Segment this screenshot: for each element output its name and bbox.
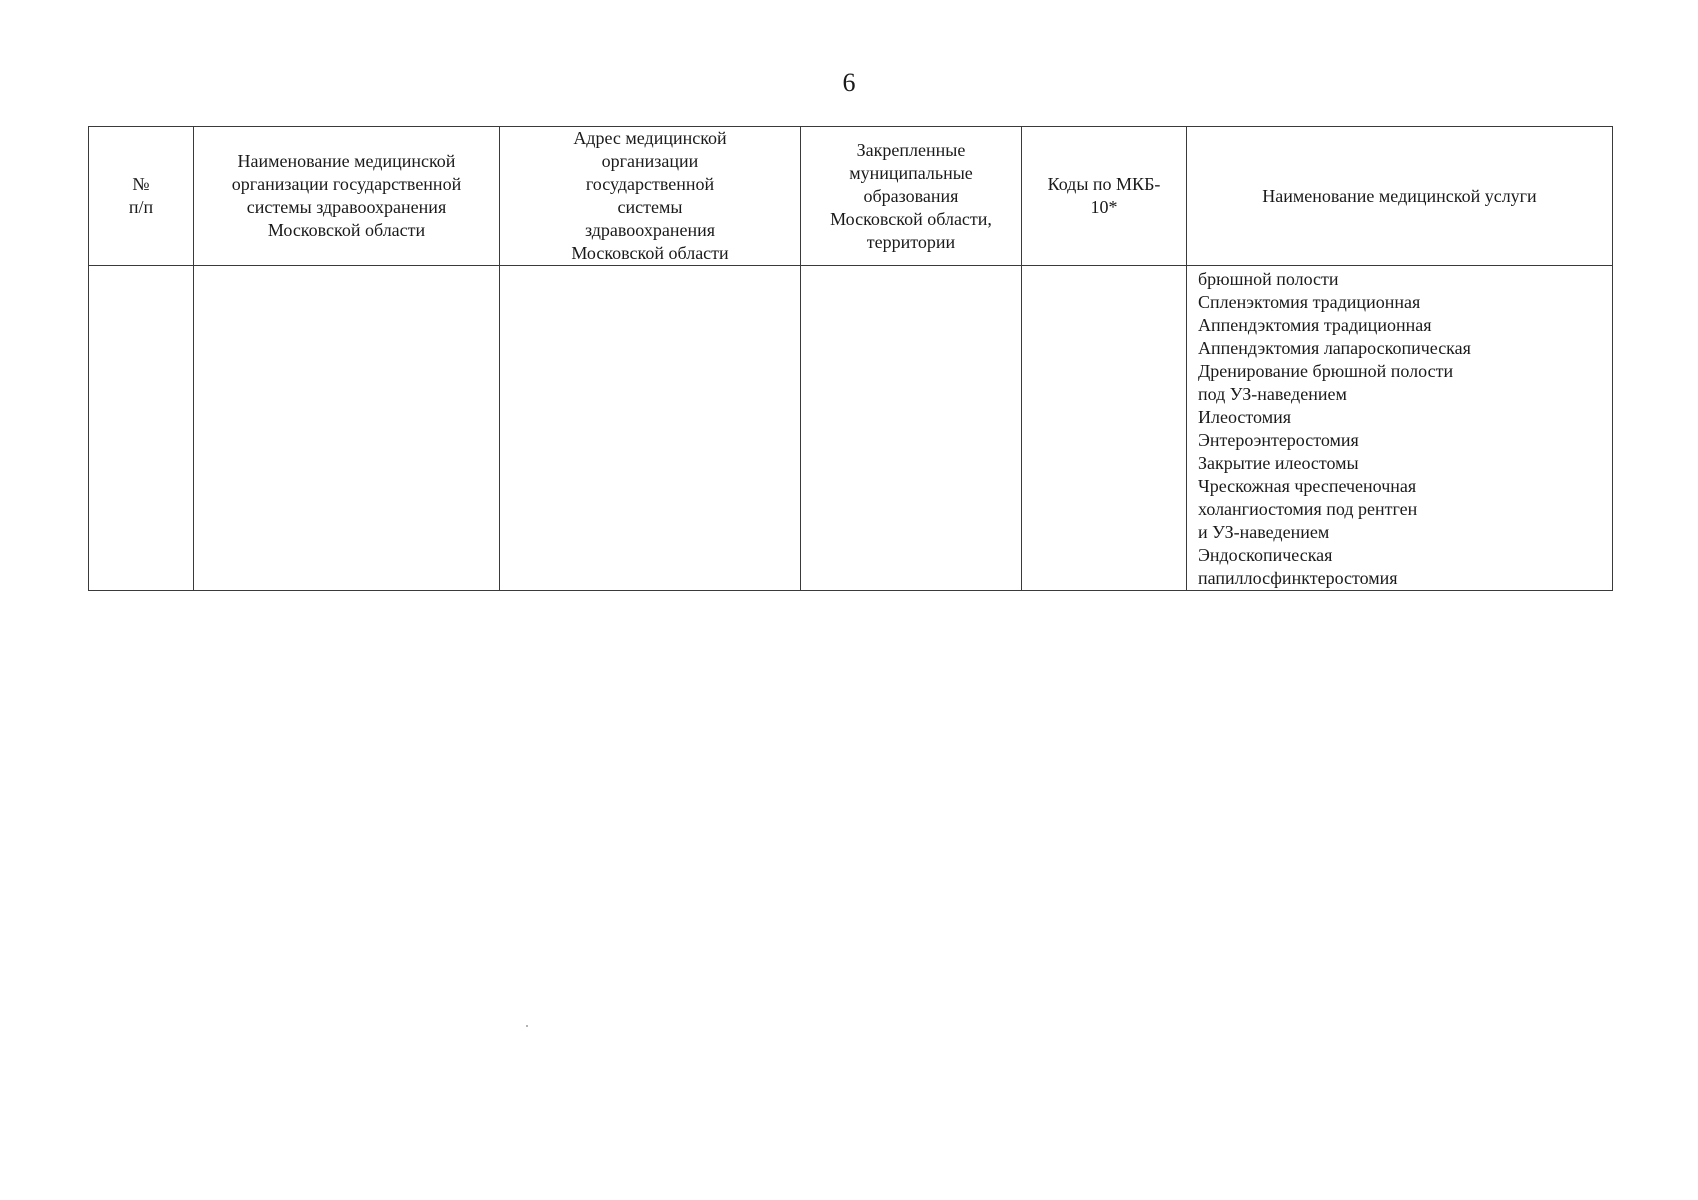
cell-organization — [194, 266, 500, 591]
header-address: Адрес медицинской организации государственной системы здравоохранения Московской области — [500, 127, 801, 266]
cell-number — [89, 266, 194, 591]
header-organization: Наименование медицинской организации государственной системы здравоохранения Московской области — [194, 127, 500, 266]
list-item: Энтероэнтеростомия — [1198, 430, 1359, 450]
cell-services — [1187, 266, 1613, 591]
table-row — [89, 266, 1613, 591]
list-item: Аппендэктомия традиционная — [1198, 315, 1432, 335]
header-service-name: Наименование медицинской услуги — [1187, 127, 1613, 266]
cell-icd-codes — [1022, 266, 1187, 591]
page-number: 6 — [842, 68, 856, 97]
list-item: Дренирование брюшной полости — [1198, 361, 1454, 381]
list-item: Эндоскопическая — [1198, 545, 1333, 565]
list-item: и УЗ-наведением — [1198, 522, 1330, 542]
list-item: холангиостомия под рентген — [1198, 499, 1418, 519]
cell-municipalities — [801, 266, 1022, 591]
list-item: папиллосфинктеростомия — [1198, 568, 1398, 588]
header-municipalities: Закрепленные муниципальные образования Московской области, территории — [801, 127, 1022, 266]
list-item: Чрескожная чреспеченочная — [1198, 476, 1417, 496]
list-item: под УЗ-наведением — [1198, 384, 1347, 404]
list-item: брюшной полости — [1198, 269, 1339, 289]
list-item: Спленэктомия традиционная — [1198, 292, 1421, 312]
services-list — [1187, 266, 1612, 590]
cell-address — [500, 266, 801, 591]
list-item: Аппендэктомия лапароскопическая — [1198, 338, 1471, 358]
header-icd-codes: Коды по МКБ- 10* — [1022, 127, 1187, 266]
table-header-row — [89, 127, 1613, 266]
services-table — [88, 126, 1613, 591]
list-item: Илеостомия — [1198, 407, 1291, 427]
header-number: № п/п — [89, 127, 194, 266]
scan-speck — [526, 1025, 528, 1027]
list-item: Закрытие илеостомы — [1198, 453, 1359, 473]
